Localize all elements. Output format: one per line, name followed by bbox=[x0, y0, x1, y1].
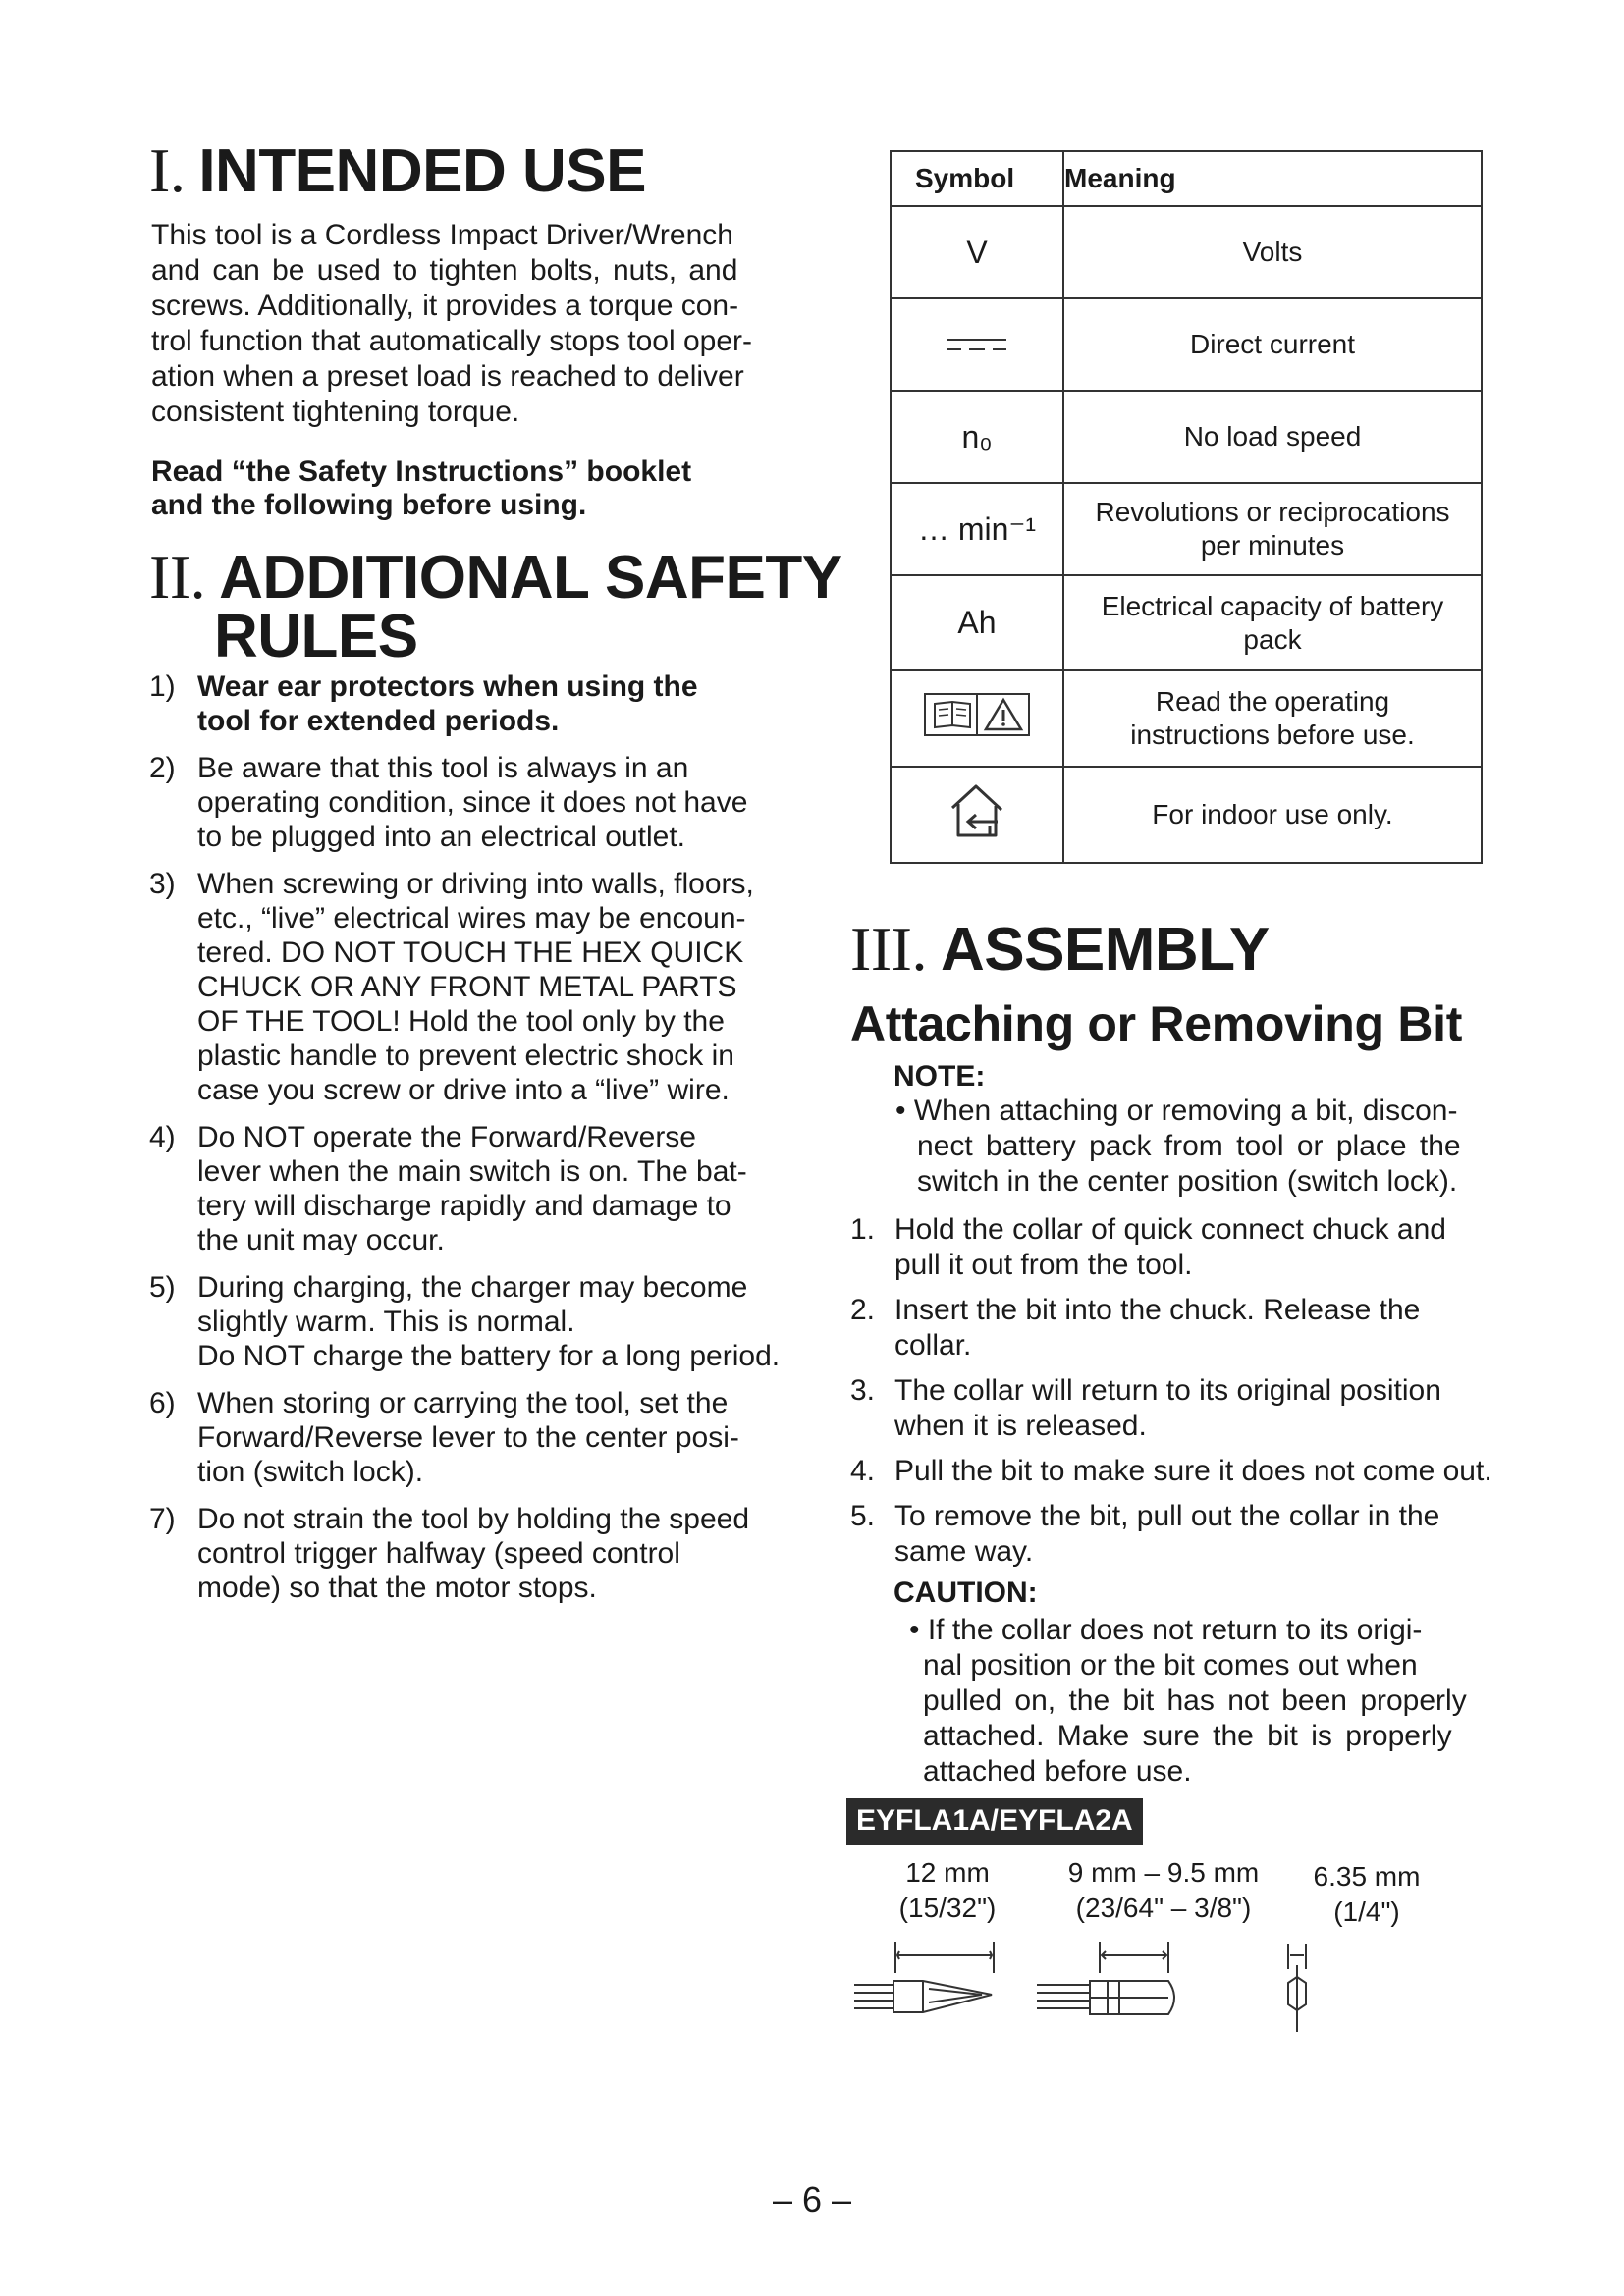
phillips-bit-icon bbox=[854, 1942, 994, 2012]
step-item bbox=[850, 1454, 1508, 1489]
text-line: tered. DO NOT TOUCH THE HEX QUICK bbox=[197, 936, 744, 969]
text-line: trol function that automatically stops tool oper- bbox=[151, 325, 752, 357]
meaning-text: Read the operating bbox=[1155, 686, 1390, 717]
meaning-text: For indoor use only. bbox=[1152, 799, 1393, 829]
text-line: to be plugged into an electrical outlet. bbox=[197, 821, 686, 853]
rule-number: 5) bbox=[149, 1271, 176, 1304]
step-number: 1. bbox=[850, 1213, 876, 1246]
text-line: plastic handle to prevent electric shock in bbox=[197, 1040, 734, 1072]
page-number: – 6 – bbox=[772, 2179, 852, 2219]
note-label: NOTE: bbox=[893, 1060, 986, 1093]
bit-dimension-1 bbox=[874, 1855, 1021, 1926]
rule-text bbox=[197, 1120, 817, 1257]
rule-item bbox=[149, 751, 817, 854]
rule-item bbox=[149, 1270, 817, 1373]
symbol-cell bbox=[891, 298, 1063, 391]
hex-section-icon bbox=[1288, 1944, 1306, 2032]
text-line: Do NOT charge the battery for a long period. bbox=[197, 1340, 781, 1372]
direct-current-icon bbox=[946, 336, 1008, 355]
meaning-text: Volts bbox=[1242, 237, 1303, 267]
symbol-table bbox=[890, 150, 1483, 864]
rule-item bbox=[149, 1502, 817, 1605]
text-line: the unit may occur. bbox=[197, 1224, 445, 1256]
meaning-cell bbox=[1063, 575, 1482, 670]
section3-heading bbox=[850, 914, 1270, 984]
rule-number: 7) bbox=[149, 1503, 176, 1535]
meaning-text: Revolutions or reciprocations bbox=[1095, 497, 1450, 527]
table-row bbox=[891, 483, 1482, 575]
meaning-text: per minutes bbox=[1200, 530, 1345, 561]
step-item bbox=[850, 1212, 1508, 1283]
text-line: Insert the bit into the chuck. Release the bbox=[894, 1294, 1421, 1326]
hex-bit-icon bbox=[1037, 1942, 1174, 2014]
text-line: switch in the center position (switch lock). bbox=[917, 1165, 1458, 1198]
step-text bbox=[894, 1212, 1508, 1283]
bit-mm: 9 mm – 9.5 mm bbox=[1067, 1857, 1260, 1888]
section1-roman: I. bbox=[149, 135, 186, 205]
text-line: To remove the bit, pull out the collar in the bbox=[894, 1500, 1440, 1532]
text-line: CHUCK OR ANY FRONT METAL PARTS bbox=[197, 971, 737, 1003]
meaning-cell bbox=[1063, 767, 1482, 863]
table-row bbox=[891, 575, 1482, 670]
table-row bbox=[891, 298, 1482, 391]
step-number: 4. bbox=[850, 1455, 876, 1487]
text-line: tion (switch lock). bbox=[197, 1456, 424, 1488]
text-line: Read “the Safety Instructions” booklet bbox=[151, 455, 692, 488]
meaning-cell bbox=[1063, 391, 1482, 483]
text-line: slightly warm. This is normal. bbox=[197, 1306, 575, 1338]
text-line: ation when a preset load is reached to deliver bbox=[151, 360, 744, 393]
table-header-row bbox=[891, 151, 1482, 206]
symbol-cell: … min⁻¹ bbox=[891, 483, 1063, 575]
table-row bbox=[891, 767, 1482, 863]
rule-number: 2) bbox=[149, 752, 176, 784]
step-number: 2. bbox=[850, 1294, 876, 1326]
text-line: tool for extended periods. bbox=[197, 705, 560, 737]
step-item bbox=[850, 1499, 1508, 1570]
step-text bbox=[894, 1499, 1508, 1570]
text-line: when it is released. bbox=[894, 1410, 1147, 1442]
step-text bbox=[894, 1454, 1508, 1489]
text-line: During charging, the charger may become bbox=[197, 1271, 748, 1304]
section1-title: INTENDED USE bbox=[198, 137, 646, 205]
bit-dimension-2 bbox=[1051, 1855, 1276, 1926]
rule-text bbox=[197, 867, 817, 1107]
rule-item bbox=[149, 1120, 817, 1257]
text-line: Hold the collar of quick connect chuck and bbox=[894, 1213, 1446, 1246]
safety-rules-list bbox=[149, 669, 817, 1618]
header-meaning: Meaning bbox=[1063, 151, 1482, 206]
indoor-use-icon bbox=[947, 782, 1007, 839]
text-line: Pull the bit to make sure it does not come out. bbox=[894, 1455, 1492, 1487]
section1-heading bbox=[149, 135, 646, 205]
meaning-cell bbox=[1063, 483, 1482, 575]
step-number: 5. bbox=[850, 1500, 876, 1532]
section3-roman: III. bbox=[850, 914, 927, 984]
bit-inch: (23/64" – 3/8") bbox=[1075, 1893, 1252, 1923]
model-badge: EYFLA1A/EYFLA2A bbox=[846, 1798, 1143, 1845]
text-line: The collar will return to its original position bbox=[894, 1374, 1441, 1407]
table-row bbox=[891, 206, 1482, 298]
meaning-cell bbox=[1063, 298, 1482, 391]
meaning-cell bbox=[1063, 206, 1482, 298]
rule-text bbox=[197, 751, 817, 854]
bit-mm: 12 mm bbox=[905, 1857, 990, 1888]
symbol-cell bbox=[891, 670, 1063, 767]
text-line: control trigger halfway (speed control bbox=[197, 1537, 680, 1570]
text-line: pulled on, the bit has not been properly bbox=[923, 1684, 1467, 1717]
text-line: • If the collar does not return to its origi- bbox=[909, 1614, 1423, 1646]
read-instructions-note bbox=[151, 455, 819, 522]
section2-heading bbox=[149, 542, 842, 612]
section2-title-line2: RULES bbox=[214, 603, 418, 670]
text-line: This tool is a Cordless Impact Driver/Wrench bbox=[151, 219, 733, 251]
meaning-text: pack bbox=[1243, 623, 1302, 655]
text-line: mode) so that the motor stops. bbox=[197, 1572, 597, 1604]
section2-title-line1: ADDITIONAL SAFETY bbox=[219, 544, 842, 612]
text-line: Be aware that this tool is always in an bbox=[197, 752, 689, 784]
caution-text bbox=[909, 1613, 1508, 1789]
rule-number: 1) bbox=[149, 670, 176, 703]
text-line: consistent tightening torque. bbox=[151, 396, 520, 428]
text-line: and the following before using. bbox=[151, 489, 587, 521]
bit-inch: (15/32") bbox=[898, 1893, 997, 1923]
text-line: Wear ear protectors when using the bbox=[197, 670, 698, 703]
step-text bbox=[894, 1293, 1508, 1363]
text-line: When storing or carrying the tool, set the bbox=[197, 1387, 729, 1419]
text-line: Do not strain the tool by holding the speed bbox=[197, 1503, 750, 1535]
meaning-text: instructions before use. bbox=[1130, 720, 1415, 750]
rule-text bbox=[197, 669, 817, 738]
rule-item bbox=[149, 669, 817, 738]
caution-label: CAUTION: bbox=[893, 1576, 1038, 1609]
rule-item bbox=[149, 1386, 817, 1489]
meaning-text: Electrical capacity of battery bbox=[1101, 590, 1444, 621]
bit-mm: 6.35 mm bbox=[1313, 1861, 1421, 1892]
step-item bbox=[850, 1373, 1508, 1444]
intended-use-text bbox=[151, 218, 819, 430]
meaning-text: Direct current bbox=[1189, 329, 1356, 359]
text-line: operating condition, since it does not have bbox=[197, 786, 748, 819]
rule-number: 4) bbox=[149, 1121, 176, 1153]
text-line: nal position or the bit comes out when bbox=[923, 1649, 1418, 1682]
section2-heading-line2 bbox=[214, 603, 418, 670]
rule-text bbox=[197, 1386, 817, 1489]
note-text bbox=[895, 1094, 1504, 1200]
symbol-cell: Ah bbox=[891, 575, 1063, 670]
symbol-cell: V bbox=[891, 206, 1063, 298]
text-line: etc., “live” electrical wires may be encoun- bbox=[197, 902, 746, 934]
section3-title: ASSEMBLY bbox=[940, 916, 1270, 984]
step-text bbox=[894, 1373, 1508, 1444]
bit-dimension-3 bbox=[1298, 1859, 1435, 1930]
bit-diagram bbox=[844, 1924, 1453, 2042]
text-line: Forward/Reverse lever to the center posi- bbox=[197, 1421, 739, 1454]
text-line: pull it out from the tool. bbox=[894, 1249, 1193, 1281]
text-line: When screwing or driving into walls, floors, bbox=[197, 868, 754, 900]
text-line: collar. bbox=[894, 1329, 972, 1362]
table-row bbox=[891, 391, 1482, 483]
text-line: same way. bbox=[894, 1535, 1034, 1568]
rule-text bbox=[197, 1270, 817, 1373]
text-line: • When attaching or removing a bit, discon- bbox=[895, 1095, 1458, 1127]
symbol-cell bbox=[891, 767, 1063, 863]
table-row bbox=[891, 670, 1482, 767]
step-number: 3. bbox=[850, 1374, 876, 1407]
step-item bbox=[850, 1293, 1508, 1363]
text-line: lever when the main switch is on. The bat- bbox=[197, 1155, 747, 1188]
text-line: screws. Additionally, it provides a torque con- bbox=[151, 290, 739, 322]
meaning-text: No load speed bbox=[1183, 421, 1362, 452]
read-manual-warning-icon bbox=[923, 692, 1031, 737]
text-line: nect battery pack from tool or place the bbox=[917, 1130, 1461, 1162]
rule-number: 6) bbox=[149, 1387, 176, 1419]
section3-subtitle: Attaching or Removing Bit bbox=[850, 996, 1463, 1051]
text-line: OF THE TOOL! Hold the tool only by the bbox=[197, 1005, 725, 1038]
header-symbol: Symbol bbox=[891, 151, 1063, 206]
text-line: tery will discharge rapidly and damage to bbox=[197, 1190, 731, 1222]
assembly-steps-list bbox=[850, 1212, 1508, 1579]
rule-text bbox=[197, 1502, 817, 1605]
text-line: attached. Make sure the bit is properly bbox=[923, 1720, 1452, 1752]
meaning-cell bbox=[1063, 670, 1482, 767]
text-line: case you screw or drive into a “live” wire. bbox=[197, 1074, 730, 1106]
section2-roman: II. bbox=[149, 542, 206, 612]
text-line: attached before use. bbox=[923, 1755, 1192, 1788]
rule-item bbox=[149, 867, 817, 1107]
bit-inch: (1/4") bbox=[1333, 1896, 1400, 1927]
text-line: Do NOT operate the Forward/Reverse bbox=[197, 1121, 696, 1153]
rule-number: 3) bbox=[149, 868, 176, 900]
text-line: and can be used to tighten bolts, nuts, and bbox=[151, 254, 738, 287]
symbol-cell: n₀ bbox=[891, 391, 1063, 483]
